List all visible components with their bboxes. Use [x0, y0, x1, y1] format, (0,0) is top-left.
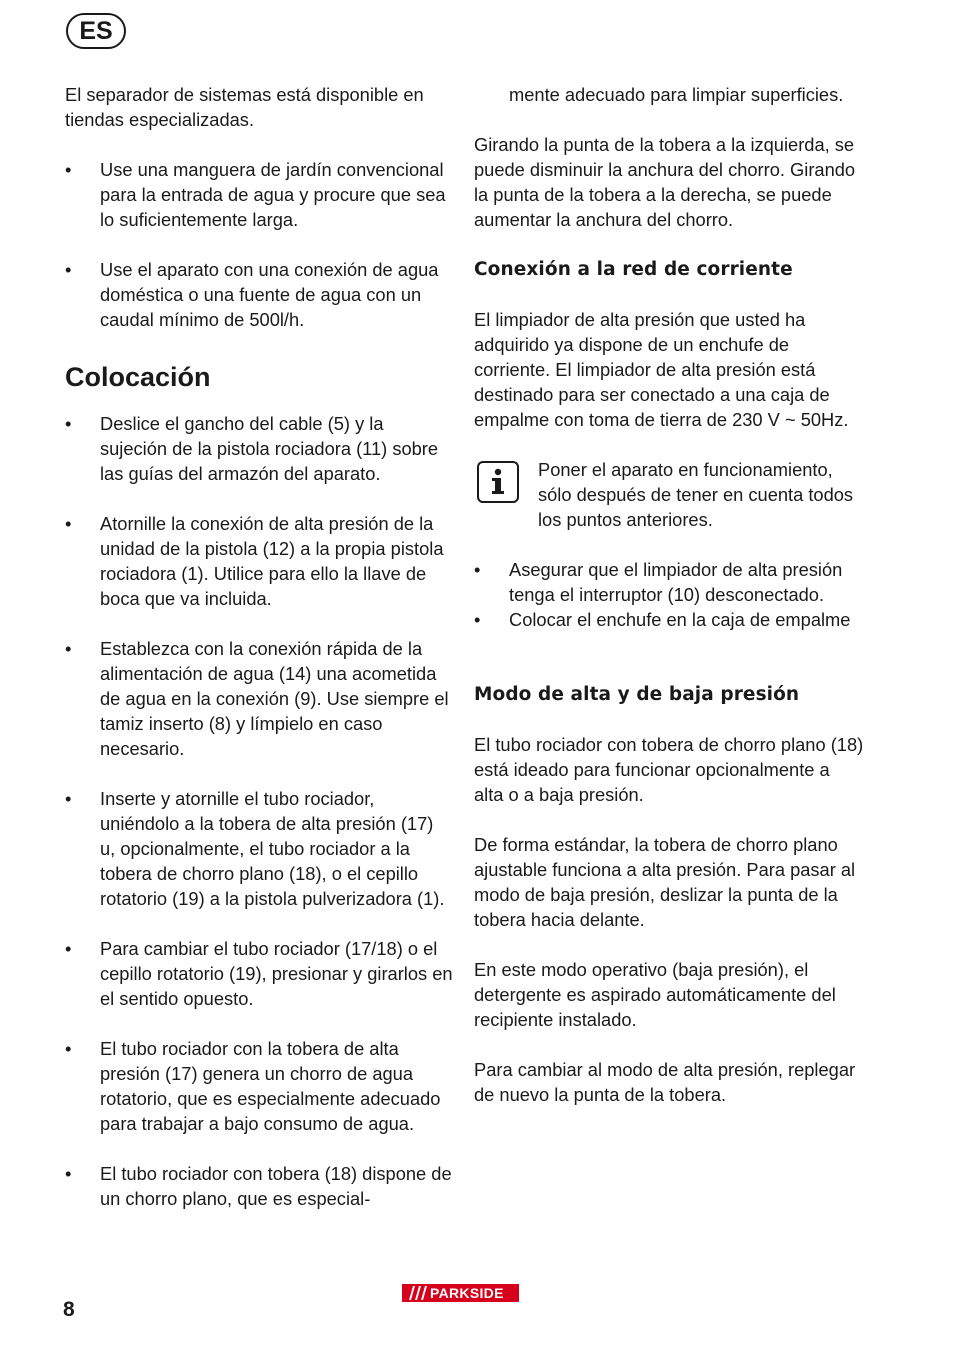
brand-name: PARKSIDE: [430, 1285, 504, 1301]
power-bullet-list: [474, 557, 864, 632]
list-item: [65, 936, 453, 1011]
page-number: 8: [63, 1298, 75, 1321]
list-item-text: Atornille la conexión de alta presión de la unidad de la pistola (12) a la propia pistola rociadora (1). Utilice para ello la llave de boca que va incluida.: [100, 513, 444, 609]
section-title: Colocación: [65, 362, 211, 392]
list-item-text: Use el aparato con una conexión de agua doméstica o una fuente de agua con un caudal mínimo de 500l/h.: [100, 259, 439, 330]
mode-paragraph: El tubo rociador con tobera de chorro plano (18) está ideado para funcionar opcionalmente a alta o a baja presión.: [474, 734, 864, 805]
bullet-marker: •: [65, 259, 72, 280]
right-column: [474, 82, 864, 1132]
nozzle-paragraph: Girando la punta de la tobera a la izquierda, se puede disminuir la anchura del chorro. Girando la punta de la tobera a la derecha, se puede aumentar la anchura del chorro.: [474, 134, 856, 230]
language-code: ES: [79, 16, 113, 45]
list-item: [65, 786, 453, 911]
list-item-text: Deslice el gancho del cable (5) y la sujeción de la pistola rociadora (11) sobre las guías del armazón del aparato.: [100, 413, 439, 484]
bullet-marker: •: [65, 1038, 72, 1059]
info-note: [474, 457, 864, 532]
supply-bullet-list: [65, 157, 453, 332]
bullet-marker: •: [65, 513, 72, 534]
info-icon: [477, 461, 519, 503]
mode-paragraph: Para cambiar al modo de alta presión, replegar de nuevo la punta de la tobera.: [474, 1059, 856, 1105]
list-item: [65, 636, 453, 761]
intro-paragraph: El separador de sistemas está disponible en tiendas especializadas.: [65, 84, 424, 130]
power-heading: Conexión a la red de corriente: [474, 259, 793, 280]
list-item: [65, 411, 453, 486]
bullet-marker: •: [65, 638, 72, 659]
bullet-marker: •: [65, 159, 72, 180]
info-note-text: Poner el aparato en funcionamiento, sólo después de tener en cuenta todos los puntos anteriores.: [538, 459, 854, 530]
bullet-marker: •: [65, 413, 72, 434]
list-item: [65, 1036, 453, 1136]
list-item: [65, 257, 453, 332]
bullet-marker: •: [65, 938, 72, 959]
bullet-continuation: mente adecuado para limpiar superficies.: [509, 84, 844, 105]
left-column: [65, 82, 453, 1236]
list-item: [474, 557, 864, 607]
list-item: [65, 511, 453, 611]
brand-logo: [402, 1284, 519, 1302]
list-item: [474, 607, 864, 632]
list-item-text: Inserte y atornille el tubo rociador, uniéndolo a la tobera de alta presión (17) u, opcionalmente, el tubo rociador a la tobera de chorro plano (18), o el cepillo rotatorio (19) a la pistola pulverizadora (1).: [100, 788, 445, 909]
list-item: [65, 1161, 453, 1211]
list-item: [65, 157, 453, 232]
bullet-marker: •: [65, 788, 72, 809]
list-item-text: Asegurar que el limpiador de alta presión tenga el interruptor (10) desconectado.: [509, 559, 843, 605]
bullet-marker: •: [65, 1163, 72, 1184]
power-paragraph: El limpiador de alta presión que usted ha adquirido ya dispone de un enchufe de corriente. El limpiador de alta presión está destinado para ser conectado a una caja de empalme con toma de tierra de 230 V ~ 50Hz.: [474, 309, 849, 430]
mode-heading: Modo de alta y de baja presión: [474, 684, 800, 705]
list-item-text: Para cambiar el tubo rociador (17/18) o el cepillo rotatorio (19), presionar y girarlos en el sentido opuesto.: [100, 938, 453, 1009]
parkside-stripes-icon: [405, 1284, 427, 1302]
list-item-text: El tubo rociador con la tobera de alta presión (17) genera un chorro de agua rotatorio, que es especialmente adecuado para trabajar a bajo consumo de agua.: [100, 1038, 441, 1134]
mode-paragraph: De forma estándar, la tobera de chorro plano ajustable funciona a alta presión. Para pasar al modo de baja presión, deslizar la punta de la tobera hacia delante.: [474, 834, 856, 930]
list-item-text: Establezca con la conexión rápida de la alimentación de agua (14) una acometida de agua en la conexión (9). Use siempre el tamiz inserto (8) y límpielo en caso necesario.: [100, 638, 449, 759]
bullet-marker: •: [474, 609, 481, 630]
list-item-text: Use una manguera de jardín convencional para la entrada de agua y procure que sea lo suficientemente larga.: [100, 159, 446, 230]
list-item-text: El tubo rociador con tobera (18) dispone de un chorro plano, que es especial-: [100, 1163, 452, 1209]
language-badge: [66, 13, 126, 49]
bullet-marker: •: [474, 559, 481, 580]
list-item-text: Colocar el enchufe en la caja de empalme: [509, 609, 851, 630]
spacer: [474, 657, 864, 682]
mode-paragraph: En este modo operativo (baja presión), el detergente es aspirado automáticamente del recipiente instalado.: [474, 959, 836, 1030]
setup-bullet-list: [65, 411, 453, 1211]
